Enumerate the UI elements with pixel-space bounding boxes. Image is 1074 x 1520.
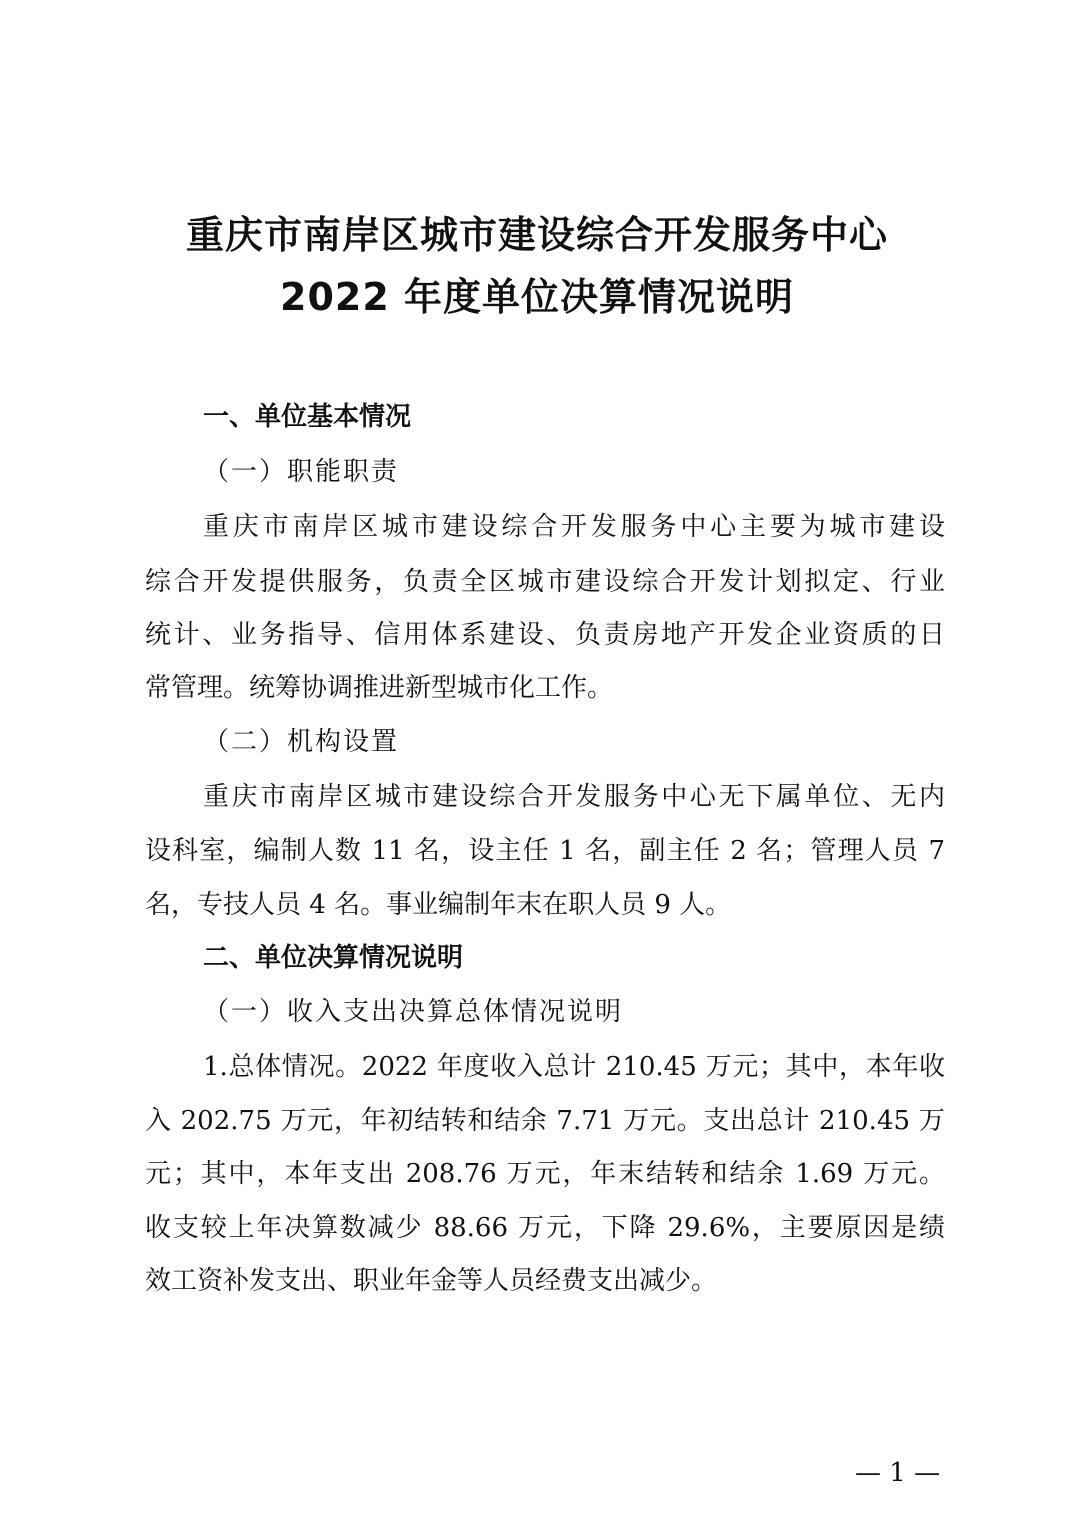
paragraph-line: 重庆市南岸区城市建设综合开发服务中心主要为城市建设 — [203, 512, 945, 542]
paragraph-line: 综合开发提供服务，负责全区城市建设综合开发计划拟定、行业 — [145, 567, 945, 597]
paragraph-line: 1.总体情况。2022 年度收入总计 210.45 万元；其中，本年收 — [203, 1052, 945, 1082]
paragraph-line: 效工资补发支出、职业年金等人员经费支出减少。 — [145, 1266, 718, 1296]
section1-heading: 一、单位基本情况 — [203, 402, 412, 432]
section1-sub1-heading: （一）职能职责 — [203, 457, 400, 487]
document-title-line2: 2022 年度单位决算情况说明 — [280, 275, 794, 319]
section2-sub1-heading: （一）收入支出决算总体情况说明 — [203, 997, 624, 1027]
paragraph-line: 统计、业务指导、信用体系建设、负责房地产开发企业资质的日 — [145, 620, 945, 650]
paragraph-line: 设科室，编制人数 11 名，设主任 1 名，副主任 2 名；管理人员 7 — [145, 836, 945, 866]
paragraph-line: 重庆市南岸区城市建设综合开发服务中心无下属单位、无内 — [203, 782, 945, 812]
document-title-line1: 重庆市南岸区城市建设综合开发服务中心 — [185, 213, 888, 257]
paragraph-line: 常管理。统筹协调推进新型城市化工作。 — [145, 673, 614, 703]
paragraph-line: 元；其中，本年支出 208.76 万元，年末结转和结余 1.69 万元。 — [145, 1159, 945, 1189]
section1-sub2-heading: （二）机构设置 — [203, 727, 400, 757]
paragraph-line: 名，专技人员 4 名。事业编制年末在职人员 9 人。 — [145, 890, 732, 920]
section2-heading: 二、单位决算情况说明 — [203, 943, 464, 973]
page-number: — 1 — — [855, 1458, 941, 1488]
paragraph-line: 收支较上年决算数减少 88.66 万元，下降 29.6%，主要原因是绩 — [145, 1213, 945, 1243]
paragraph-line: 入 202.75 万元，年初结转和结余 7.71 万元。支出总计 210.45 万 — [145, 1106, 945, 1136]
